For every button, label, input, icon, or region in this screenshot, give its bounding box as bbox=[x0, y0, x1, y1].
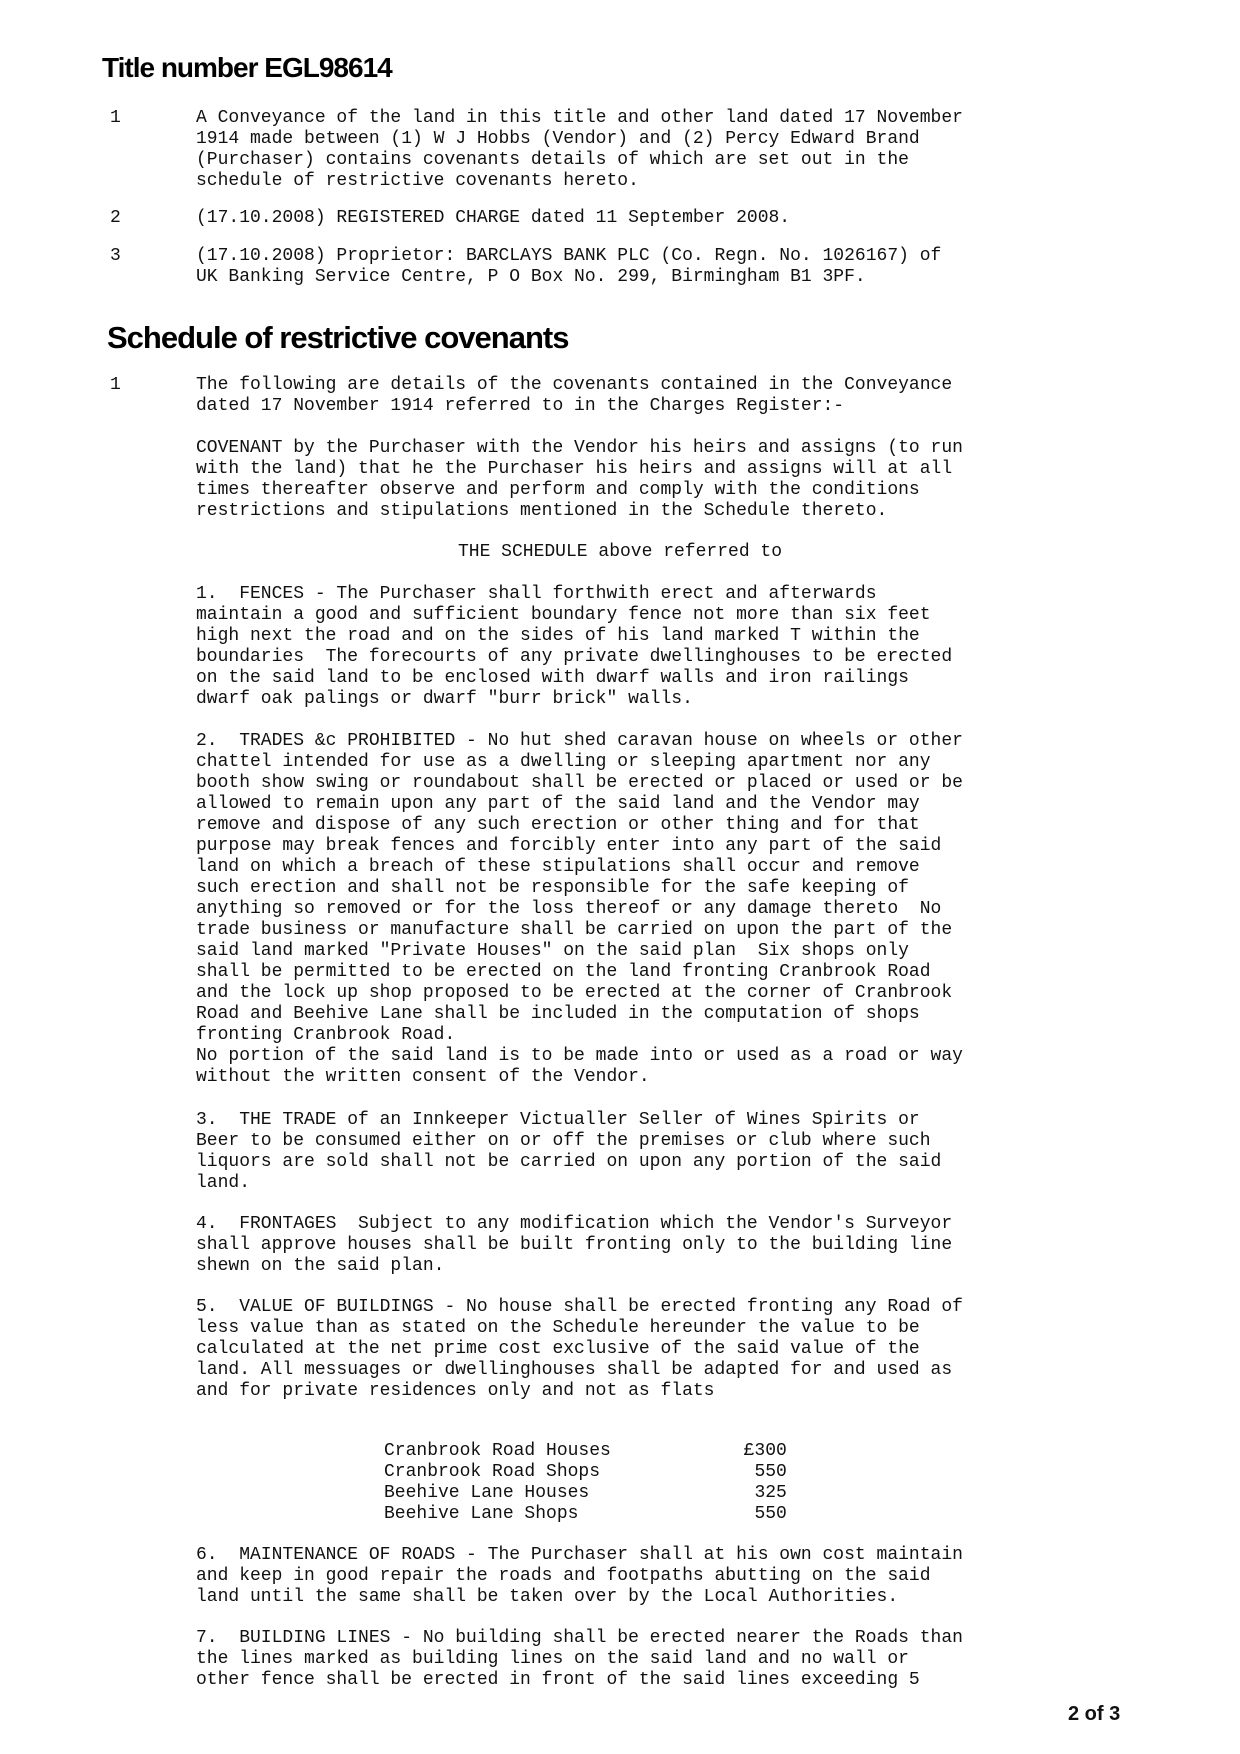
covenant-text: COVENANT by the Purchaser with the Vendor his heirs and assigns (to run with the land) that he the Purchaser his heirs and assigns will at all times thereafter observe and perform and comply with the conditions restrictions and stipulations mentioned in the Schedule thereto. bbox=[196, 438, 963, 521]
clause-text: 2. TRADES &c PROHIBITED - No hut shed caravan house on wheels or other chattel intended for use as a dwelling or sleeping apartment nor any booth show swing or roundabout shall be erected or placed or used or be allowed to remain upon any part of the said land and the Vendor may remove and dispose of any such erection or other thing and for that purpose may break fences and forcibly enter into any part of the said land on which a breach of these stipulations shall occur and remove such erection and shall not be responsible for the safe keeping of anything so removed or for the loss thereof or any damage thereto No trade business or manufacture shall be carried on upon the part of the said land marked "Private Houses" on the said plan Six shops only shall be permitted to be erected on the land fronting Cranbrook Road and the lock up shop proposed to be erected at the corner of Cranbrook Road and Beehive Lane shall be included in the computation of shops fronting Cranbrook Road. No portion of the said land is to be made into or used as a road or way without the written consent of the Vendor. bbox=[196, 731, 963, 1087]
table-row bbox=[384, 1483, 787, 1504]
table-row bbox=[384, 1441, 787, 1462]
clause-text: 5. VALUE OF BUILDINGS - No house shall be erected fronting any Road of less value than as stated on the Schedule hereunder the value to be calculated at the net prime cost exclusive of the said value of the land. All messuages or dwellinghouses shall be adapted for and used as and for private residences only and not as flats bbox=[196, 1297, 963, 1401]
entry-number: 1 bbox=[110, 375, 121, 395]
value-amount: 550 bbox=[754, 1462, 787, 1482]
clause-text: 4. FRONTAGES Subject to any modification which the Vendor's Surveyor shall approve houses shall be built fronting only to the building line shewn on the said plan. bbox=[196, 1214, 953, 1276]
value-label: Beehive Lane Shops bbox=[384, 1504, 579, 1524]
schedule-intro: The following are details of the covenants contained in the Conveyance dated 17 November 1914 referred to in the Charges Register:- bbox=[196, 375, 953, 416]
clause-text: 1. FENCES - The Purchaser shall forthwith erect and afterwards maintain a good and sufficient boundary fence not more than six feet high next the road and on the sides of his land marked T within the boundaries The forecourts of any private dwellinghouses to be erected on the said land to be enclosed with dwarf walls and iron railings dwarf oak palings or dwarf "burr brick" walls. bbox=[196, 584, 953, 709]
entry-text: (17.10.2008) REGISTERED CHARGE dated 11 September 2008. bbox=[196, 208, 791, 228]
schedule-heading: Schedule of restrictive covenants bbox=[107, 320, 569, 355]
clause-text: 6. MAINTENANCE OF ROADS - The Purchaser shall at his own cost maintain and keep in good repair the roads and footpaths abutting on the said land until the same shall be taken over by the Local Authorities. bbox=[196, 1545, 963, 1607]
entry-number: 2 bbox=[110, 208, 121, 228]
table-row bbox=[384, 1504, 787, 1525]
table-row bbox=[384, 1462, 787, 1483]
entry-number: 1 bbox=[110, 108, 121, 128]
building-values-table bbox=[384, 1441, 787, 1525]
clause-text: 7. BUILDING LINES - No building shall be erected nearer the Roads than the lines marked as building lines on the said land and no wall or other fence shall be erected in front of the said lines exceeding 5 bbox=[196, 1628, 963, 1690]
schedule-title: THE SCHEDULE above referred to bbox=[457, 542, 783, 562]
entry-text: A Conveyance of the land in this title and other land dated 17 November 1914 made between (1) W J Hobbs (Vendor) and (2) Percy Edward Brand (Purchaser) contains covenants details of which are set out in the schedule of restrictive covenants hereto. bbox=[196, 108, 963, 191]
value-label: Cranbrook Road Shops bbox=[384, 1462, 601, 1482]
entry-text: (17.10.2008) Proprietor: BARCLAYS BANK PLC (Co. Regn. No. 1026167) of UK Banking Service Centre, P O Box No. 299, Birmingham B1 3PF. bbox=[196, 246, 942, 287]
clause-text: 3. THE TRADE of an Innkeeper Victualler Seller of Wines Spirits or Beer to be consumed either on or off the premises or club where such liquors are sold shall not be carried on upon any portion of the said land. bbox=[196, 1110, 942, 1193]
value-amount: £300 bbox=[743, 1441, 787, 1461]
entry-number: 3 bbox=[110, 246, 121, 266]
value-amount: 325 bbox=[754, 1483, 787, 1503]
value-label: Beehive Lane Houses bbox=[384, 1483, 590, 1503]
value-label: Cranbrook Road Houses bbox=[384, 1441, 611, 1461]
page-indicator: 2 of 3 bbox=[1068, 1703, 1121, 1725]
title-number-heading: Title number EGL98614 bbox=[102, 52, 392, 83]
value-amount: 550 bbox=[754, 1504, 787, 1524]
